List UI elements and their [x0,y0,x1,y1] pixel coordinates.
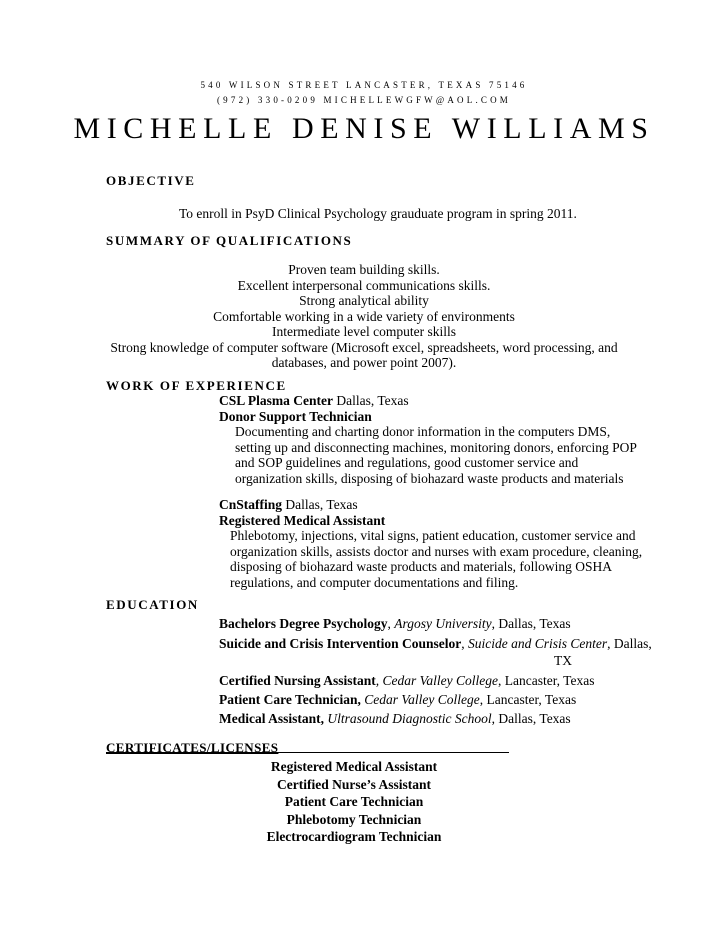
education-separator: , [357,692,365,707]
job-description-line: disposing of biohazard waste products and materials, following OSHA [230,559,613,574]
education-separator: , [461,636,469,651]
education-entry [219,616,571,632]
summary-item: Strong knowledge of computer software (Microsoft excel, spreadsheets, word processing, and [110,339,618,355]
education-entry [219,636,652,652]
education-entry [219,711,571,727]
education-separator: , [375,673,383,688]
education-degree: Suicide and Crisis Intervention Counselor [219,636,462,651]
job-location: Dallas, Texas [282,497,358,512]
job-entry [219,497,643,590]
education-location-continued: TX [554,653,572,668]
summary-item: Excellent interpersonal communications skills. [237,277,491,293]
applicant-name: MICHELLE DENISE WILLIAMS [73,112,655,145]
job-description [219,528,643,590]
education-school: Cedar Valley College [364,692,480,707]
section-heading-certificates: CERTIFICATES/LICENSES [106,740,279,755]
job-location: Dallas, Texas [333,393,409,408]
summary-item: Comfortable working in a wide variety of environments [213,308,515,324]
education-degree: Medical Assistant [219,711,321,726]
job-description-line: setting up and disconnecting machines, monitoring donors, enforcing POP [235,439,637,455]
education-separator: , [320,711,328,726]
education-separator: , [387,616,395,631]
education-degree: Certified Nursing Assistant [219,673,376,688]
job-description-line: regulations, and computer documentations and filing. [230,574,519,590]
section-heading-summary: SUMMARY OF QUALIFICATIONS [106,233,353,248]
certificate-item: Registered Medical Assistant [270,759,438,774]
summary-item: Proven team building skills. [288,262,440,277]
education-location: , Lancaster, Texas [498,673,595,688]
summary-list [104,262,624,371]
job-description-line: Phlebotomy, injections, vital signs, patient education, customer service and [230,528,636,543]
job-description-line: and SOP guidelines and regulations, good customer service and [235,455,579,470]
certificates-rule [106,752,509,753]
education-school: Argosy University [394,616,492,631]
objective-text: To enroll in PsyD Clinical Psychology grauduate program in spring 2011. [179,206,577,221]
job-title: Registered Medical Assistant [219,512,386,528]
summary-item: databases, and power point 2007). [271,355,457,370]
certificates-list [236,758,472,846]
job-employer: CnStaffing [219,497,283,512]
education-school: Suicide and Crisis Center [468,636,608,651]
education-entry [219,673,594,689]
education-location: , Dallas, [607,636,652,651]
certificate-item: Certified Nurse’s Assistant [277,776,431,792]
education-school: Cedar Valley College [382,673,498,688]
education-degree: Patient Care Technician [219,692,358,707]
job-entry [219,393,637,486]
summary-item: Strong analytical ability [299,293,429,308]
contact-address: 540 WILSON STREET LANCASTER, TEXAS 75146 [200,80,528,90]
education-location: , Dallas, Texas [491,711,571,726]
education-location: , Lancaster, Texas [479,692,577,707]
job-description-line: Documenting and charting donor information in the computers DMS, [235,424,611,439]
education-entry [219,692,576,708]
section-heading-work: WORK OF EXPERIENCE [106,378,287,393]
contact-phone-email: (972) 330-0209 MICHELLEWGFW@AOL.COM [216,95,512,105]
education-school: Ultrasound Diagnostic School [327,711,492,726]
section-heading-education: EDUCATION [106,597,199,612]
job-title: Donor Support Technician [219,408,372,424]
job-employer: CSL Plasma Center [219,393,333,408]
education-degree: Bachelors Degree Psychology [219,616,388,631]
certificate-item: Phlebotomy Technician [286,811,422,827]
job-description-line: organization skills, assists doctor and nurses with exam procedure, cleaning, [230,543,643,559]
education-location: , Dallas, Texas [491,616,571,631]
section-heading-objective: OBJECTIVE [106,173,196,188]
job-description-line: organization skills, disposing of biohazard waste products and materials [235,470,624,486]
certificate-item: Patient Care Technician [284,794,424,809]
summary-item: Intermediate level computer skills [271,324,457,339]
certificate-item: Electrocardiogram Technician [266,829,442,844]
job-description [219,424,637,486]
